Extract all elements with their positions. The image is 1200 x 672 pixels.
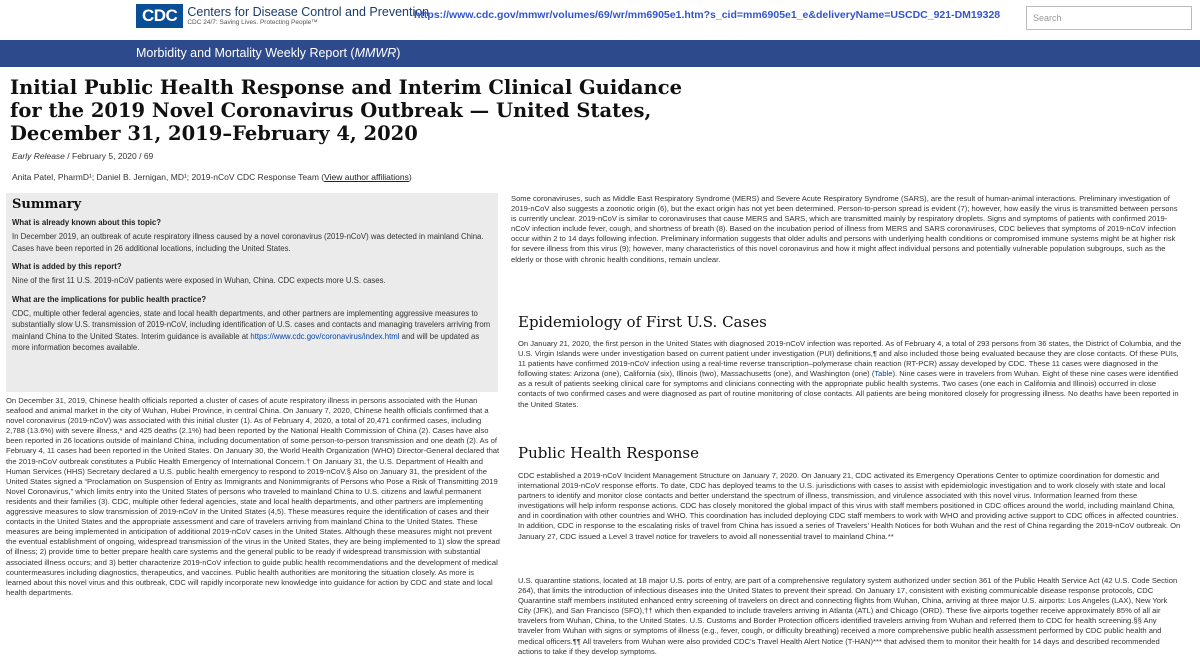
body-paragraph-intro: Some coronaviruses, such as Middle East Respiratory Syndrome (MERS) and Severe Acute Respiratory Syndrome (SARS), are the result of human-animal interactions. Preliminary investigation of 2019-nCoV also suggests a zoonotic origin (6), but the exact origin has not yet been determined. Person-to-person spread is evident (7); however, how easily the virus is transmitted between persons is currently unclear. 2019-nCoV is similar to coronaviruses that cause MERS and SARS, which are transmitted mainly by respiratory droplets. Signs and symptoms of patients with confirmed 2019-nCoV infection include fever, cough, and shortness of breath (8). Based on the incubation period of illness from MERS and SARS coronaviruses, CDC believes that symptoms of 2019-nCoV infection occur within 2 to 14 days following infection. Preliminary information suggests that older adults and persons with underlying health conditions or compromised immune systems might be at higher risk for severe illness from this virus (9); however, many characteristics of this novel coronavirus and how it might affect individual persons and potentially vulnerable population subgroups, such as the elderly or those with chronic health conditions, remain unclear.: [511, 194, 1178, 264]
summary-heading: Summary: [12, 197, 82, 212]
summary-question: What is already known about this topic?: [12, 218, 162, 227]
article-title: Initial Public Health Response and Interim Clinical Guidance for the 2019 Novel Coronavirus Outbreak — United States, December 31, 2019–February 4, 2020: [10, 76, 682, 145]
cdc-logo-text: [187, 6, 429, 27]
guidance-link[interactable]: https://www.cdc.gov/coronavirus/index.html: [250, 331, 400, 341]
mmwr-title-post: ): [396, 46, 401, 60]
search-input[interactable]: Search: [1026, 6, 1192, 30]
summary-answer-post: and will be updated as more information becomes available.: [12, 331, 480, 352]
cdc-tagline: CDC 24/7: Saving Lives. Protecting People™: [187, 18, 318, 26]
cdc-logo[interactable]: [136, 4, 429, 28]
body-paragraph-quarantine: U.S. quarantine stations, located at 18 major U.S. ports of entry, are part of a comprehensive regulatory system authorized under section 361 of the Public Health Service Act (42 U.S. Code Section 264), that limits the introduction of infectious diseases into the United States to prevent their spread. On January 17, consistent with existing communicable disease response protocols, CDC Quarantine staff members instituted enhanced entry screening of travelers on direct and connecting flights from Wuhan, China, arriving at three major U.S. airports: Los Angeles (LAX), New York City (JFK), and San Francisco (SFO),†† which then expanded to include travelers arriving in Atlanta (ATL) and Chicago (ORD). These five airports together receive approximately 85% of all air travelers from Wuhan, China, to the United States. U.S. Customs and Border Protection officers identified travelers arriving from Wuhan and referred them to CDC for health screening.§§ Any traveler from Wuhan with signs or symptoms of illness (e.g., fever, cough, or difficulty breathing) received a more comprehensive public health assessment performed by CDC public health and medical officers.¶¶ All travelers from Wuhan were also provided CDC’s Travel Health Alert Notice (T-HAN)*** that advised them to monitor their health for 14 days and described recommended actions to take if they develop symptoms.: [518, 576, 1178, 656]
epi-text: On January 21, 2020, the first person in the United States with diagnosed 2019-nCoV infection was reported. As of February 4, a total of 293 persons from 36 states, the District of Columbia, and the U.S. Virgin Islands were under investigation based on current patient under investigation (PUI) definitions,¶ and also included those being evaluated because they are close contacts. Of these PUIs, 11 patients have confirmed 2019-nCoV infection using a real-time reverse transcription–polymerase chain reaction (RT-PCR) assay developed by CDC. These 11 cases were diagnosed in the following states: Arizona (one), California (six), Illinois (two), Massachusetts (one), and Washington (one) (: [518, 339, 1182, 379]
cdc-logo-mark: CDC: [136, 4, 183, 28]
summary-question: What is added by this report?: [12, 262, 122, 271]
summary-answer: [12, 308, 492, 354]
mmwr-nav-bar: [0, 40, 1200, 67]
summary-answer: In December 2019, an outbreak of acute respiratory illness caused by a novel coronavirus (2019-nCoV) was detected in mainland China. Cases have been reported in 26 additional locations, including the United States.: [12, 232, 484, 253]
cdc-name: Centers for Disease Control and Prevention: [187, 4, 430, 19]
table-link[interactable]: Table: [874, 369, 893, 379]
release-label: Early Release: [12, 151, 65, 161]
section-heading-epidemiology: Epidemiology of First U.S. Cases: [518, 313, 767, 331]
author-affiliations-link[interactable]: View author affiliations: [324, 172, 409, 182]
author-names: Anita Patel, PharmD¹; Daniel B. Jernigan, MD¹; 2019-nCoV CDC Response Team (: [12, 172, 325, 182]
site-header: [0, 0, 1200, 40]
summary-answer-text: CDC, multiple other federal agencies, state and local health departments, and other partners are implementing aggressive measures to substantially slow U.S. transmission of 2019-nCoV, including identification of U.S. cases and contacts and managing travelers arriving from mainland China to the United States. Interim guidance is available at: [12, 308, 491, 341]
summary-answer: Nine of the first 11 U.S. 2019-nCoV patients were exposed in Wuhan, China. CDC expects more U.S. cases.: [12, 276, 386, 285]
body-paragraph-epidemiology: [518, 339, 1182, 410]
section-heading-response: Public Health Response: [518, 444, 700, 462]
body-paragraph-response: CDC established a 2019-nCoV Incident Management Structure on January 7, 2020. On January 21, CDC activated its Emergency Operations Center to optimize coordination for domestic and international 2019-nCoV response efforts. To date, CDC has deployed teams to the U.S. jurisdictions with cases to assist with epidemiologic investigation and to work closely with state and local partners to identify and monitor close contacts and better understand the spectrum of illness, transmission, and virulence associated with this novel virus. Information learned from these investigations will help inform response actions. CDC has closely monitored the global impact of this virus with staff members positioned in CDC offices around the world, including mainland China, and in coordination with other countries and WHO. This coordination has included deploying CDC staff members to work with WHO and providing active support to CDC offices in affected countries. In addition, CDC in response to the escalating risks of travel from China has issued a series of Travelers’ Health Notices for both Wuhan and the rest of China regarding the 2019-nCoV outbreak. On January 27, CDC issued a Level 3 travel notice for travelers to avoid all nonessential travel to mainland China.**: [518, 471, 1181, 541]
epi-text-post: ). Nine cases were in travelers from Wuhan. Eight of these nine cases were identified as a result of patients seeking clinical care for symptoms and clinicians connecting with the appropriate public health systems. Two cases (one each in California and Illinois) occurred in close contacts of two confirmed cases and were diagnosed as part of routine monitoring of close contacts. All patients are being monitored closely for progressing illness. No deaths have been reported in the United States.: [518, 369, 1179, 409]
mmwr-title-pre: Morbidity and Mortality Weekly Report (: [136, 46, 355, 60]
release-date: / February 5, 2020 / 69: [64, 151, 154, 161]
mmwr-title-abbr: MMWR: [354, 46, 397, 60]
summary-question: What are the implications for public health practice?: [12, 294, 207, 304]
author-line: [12, 172, 412, 182]
mmwr-title[interactable]: [136, 46, 400, 60]
page-url[interactable]: https://www.cdc.gov/mmwr/volumes/69/wr/mm6905e1.htm?s_cid=mm6905e1_e&deliveryName=USCDC_921-DM19328: [414, 9, 1001, 21]
release-info: [12, 151, 153, 161]
summary-box: [6, 193, 498, 392]
body-paragraph-left: On December 31, 2019, Chinese health officials reported a cluster of cases of acute respiratory illness in persons associated with the Hunan seafood and animal market in the city of Wuhan, Hubei Province, in central China. On January 7, 2020, Chinese health officials confirmed that a novel coronavirus (2019-nCoV) was associated with this initial cluster (1). As of February 4, 2020, a total of 20,471 confirmed cases, including 2,788 (13.6%) with severe illness,* and 425 deaths (2.1%) had been reported by the National Health Commission of China (2). Cases have also been reported in 26 locations outside of mainland China, including documentation of some person-to-person transmission and one death (2). As of February 4, 11 cases had been reported in the United States. On January 30, the World Health Organization (WHO) Director-General declared that the 2019-nCoV outbreak constitutes a Public Health Emergency of International Concern.† On January 31, the U.S. Department of Health and Human Services (HHS) Secretary declared a U.S. public health emergency to respond to 2019-nCoV.§ Also on January 31, the president of the United States signed a “Proclamation on Suspension of Entry as Immigrants and Nonimmigrants of Persons who Pose a Risk of Transmitting 2019 Novel Coronavirus,” which limits entry into the United States of persons who traveled to mainland China to U.S. citizens and lawful permanent residents and their families (3). CDC, multiple other federal agencies, state and local health departments, and other partners are implementing aggressive measures to slow transmission of 2019-nCoV in the United States (4,5). These measures require the identification of cases and their contacts in the United States and the appropriate assessment and care of travelers arriving from mainland China to the United States. These measures are being implemented in anticipation of additional 2019-nCoV cases in the United States. Although these measures might not prevent the eventual establishment of ongoing, widespread transmission of the virus in the United States, they are being implemented to 1) slow the spread of illness; 2) provide time to better prepare health care systems and the general public to be ready if widespread transmission with substantial associated illness occurs; and 3) better characterize 2019-nCoV infection to guide public health recommendations and the development of medical countermeasures including diagnostics, therapeutics, and vaccines. Public health authorities are monitoring the situation closely. As more is learned about this novel virus and this outbreak, CDC will rapidly incorporate new knowledge into guidance for action by CDC and state and local health departments.: [6, 396, 500, 597]
author-close: ): [408, 172, 412, 182]
